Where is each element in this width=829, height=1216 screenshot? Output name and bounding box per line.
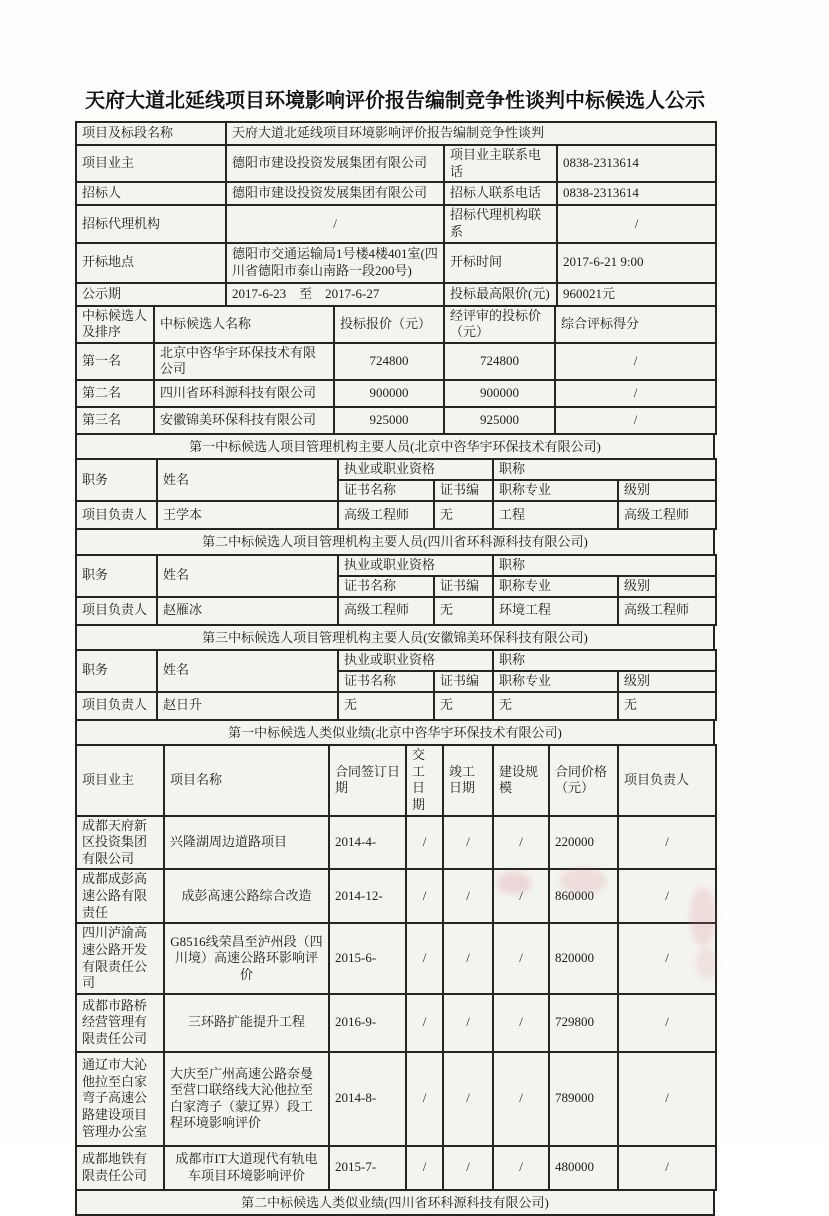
name-header: 姓名: [157, 650, 338, 692]
candidate-score: /: [555, 343, 716, 380]
publicity-value: 2017-6-23 至 2017-6-27: [226, 283, 444, 306]
owner-phone-value: 0838-2313614: [557, 145, 716, 182]
personnel-header-row-1: [76, 650, 716, 671]
bidder-value: 德阳市建设投资发展集团有限公司: [226, 182, 444, 205]
major-header: 职称专业: [493, 671, 618, 692]
owner-value: 德阳市建设投资发展集团有限公司: [226, 145, 444, 182]
personnel-header-row-1: [76, 459, 716, 480]
owner-label: 项目业主: [76, 145, 226, 182]
perf-project-name: 三环路扩能提升工程: [164, 994, 329, 1052]
personnel-banner-2: 第二中标候选人项目管理机构主要人员(四川省环科源科技有限公司): [75, 528, 715, 555]
qualification-header: 执业或职业资格: [338, 650, 493, 671]
perf-manager: /: [618, 994, 716, 1052]
cert-no-header: 证书编: [434, 480, 493, 501]
perf-sign-date: 2014-4-: [329, 816, 406, 870]
perf-completion: /: [443, 1146, 493, 1190]
perf-scale: /: [493, 1052, 549, 1146]
perf-owner: 成都市路桥经营管理有限责任公司: [76, 994, 164, 1052]
perf-price: 820000: [549, 923, 618, 994]
level-header: 级别: [618, 576, 716, 597]
perf-owner: 成都地铁有限责任公司: [76, 1146, 164, 1190]
personnel-header-row-1: [76, 555, 716, 576]
perf-handover: /: [406, 923, 443, 994]
cert-no-value: 无: [434, 692, 493, 720]
candidate-score-header: 综合评标得分: [555, 306, 716, 343]
candidate-rank: 第一名: [76, 343, 154, 380]
performance-footer-banner: 第二中标候选人类似业绩(四川省环科源科技有限公司): [75, 1189, 715, 1216]
personnel-banner-1: 第一中标候选人项目管理机构主要人员(北京中咨华宇环保技术有限公司): [75, 433, 715, 460]
perf-project-name: 兴隆湖周边道路项目: [164, 816, 329, 870]
major-value: 无: [493, 692, 618, 720]
name-value: 赵雁冰: [157, 597, 338, 625]
perf-manager: /: [618, 1052, 716, 1146]
perf-scale: /: [493, 1146, 549, 1190]
performance-row-4: [76, 994, 716, 1052]
performance-row-6: [76, 1146, 716, 1190]
info-row-owner: [76, 145, 716, 182]
candidate-name: 北京中咨华宇环保技术有限公司: [154, 343, 334, 380]
candidate-evaluated-header: 经评审的投标价（元）: [444, 306, 555, 343]
max-price-label: 投标最高限价(元): [444, 283, 557, 306]
performance-banner: 第一中标候选人类似业绩(北京中咨华宇环保技术有限公司): [75, 719, 715, 746]
perf-completion: /: [443, 1052, 493, 1146]
performance-row-5: [76, 1052, 716, 1146]
candidate-bid: 724800: [334, 343, 444, 380]
agency-phone-value: /: [557, 205, 716, 242]
candidate-rank: 第二名: [76, 380, 154, 407]
perf-scale: /: [493, 923, 549, 994]
agency-value: /: [226, 205, 444, 242]
duty-value: 项目负责人: [76, 597, 157, 625]
cert-no-value: 无: [434, 597, 493, 625]
candidate-row-3: [76, 407, 716, 434]
perf-handover-header: 交工日期: [406, 745, 443, 816]
cert-name-value: 无: [338, 692, 434, 720]
info-row-bidder: [76, 182, 716, 205]
perf-handover: /: [406, 1146, 443, 1190]
perf-project-name: G8516线荣昌至泸州段（四川境）高速公路环影响评价: [164, 923, 329, 994]
title-header: 职称: [493, 459, 716, 480]
candidates-header-row: [76, 306, 716, 343]
perf-completion: /: [443, 869, 493, 923]
perf-completion-header: 竣工日期: [443, 745, 493, 816]
performance-header-row: [76, 745, 716, 816]
name-header: 姓名: [157, 459, 338, 501]
perf-sign-date: 2015-7-: [329, 1146, 406, 1190]
personnel-table-3: [75, 649, 717, 721]
perf-handover: /: [406, 816, 443, 870]
personnel-data-row: [76, 597, 716, 625]
candidate-row-1: [76, 343, 716, 380]
candidate-evaluated: 925000: [444, 407, 555, 434]
level-value: 高级工程师: [618, 501, 716, 529]
candidate-rank: 第三名: [76, 407, 154, 434]
project-name-value: 天府大道北延线项目环境影响评价报告编制竞争性谈判: [226, 122, 716, 145]
major-header: 职称专业: [493, 480, 618, 501]
bidder-phone-label: 招标人联系电话: [444, 182, 557, 205]
perf-sign-date: 2016-9-: [329, 994, 406, 1052]
perf-completion: /: [443, 816, 493, 870]
info-table: [75, 121, 717, 307]
perf-sign-date: 2014-8-: [329, 1052, 406, 1146]
candidate-evaluated: 724800: [444, 343, 555, 380]
cert-name-header: 证书名称: [338, 671, 434, 692]
perf-handover: /: [406, 1052, 443, 1146]
perf-project-name: 成都市IT大道现代有轨电车项目环境影响评价: [164, 1146, 329, 1190]
notice-table-area: [75, 121, 715, 1216]
agency-label: 招标代理机构: [76, 205, 226, 242]
perf-manager: /: [618, 816, 716, 870]
candidate-rank-header: 中标候选人及排序: [76, 306, 154, 343]
open-time-label: 开标时间: [444, 243, 557, 283]
major-value: 工程: [493, 501, 618, 529]
qualification-header: 执业或职业资格: [338, 459, 493, 480]
perf-sign-date-header: 合同签订日期: [329, 745, 406, 816]
performance-row-2: [76, 869, 716, 923]
owner-phone-label: 项目业主联系电话: [444, 145, 557, 182]
duty-value: 项目负责人: [76, 501, 157, 529]
perf-manager: /: [618, 923, 716, 994]
cert-no-value: 无: [434, 501, 493, 529]
perf-sign-date: 2015-6-: [329, 923, 406, 994]
cert-name-value: 高级工程师: [338, 597, 434, 625]
candidate-score: /: [555, 407, 716, 434]
publicity-label: 公示期: [76, 283, 226, 306]
perf-sign-date: 2014-12-: [329, 869, 406, 923]
agency-phone-label: 招标代理机构联系: [444, 205, 557, 242]
perf-price: 220000: [549, 816, 618, 870]
candidate-bid: 900000: [334, 380, 444, 407]
candidates-table: [75, 305, 717, 436]
candidate-row-2: [76, 380, 716, 407]
performance-row-3: [76, 923, 716, 994]
perf-price: 729800: [549, 994, 618, 1052]
perf-owner: 成都成彭高速公路有限责任: [76, 869, 164, 923]
candidate-name-header: 中标候选人名称: [154, 306, 334, 343]
personnel-data-row: [76, 692, 716, 720]
candidate-evaluated: 900000: [444, 380, 555, 407]
duty-value: 项目负责人: [76, 692, 157, 720]
info-row-agency: [76, 205, 716, 242]
qualification-header: 执业或职业资格: [338, 555, 493, 576]
candidate-bid-header: 投标报价（元）: [334, 306, 444, 343]
perf-completion: /: [443, 923, 493, 994]
personnel-table-1: [75, 458, 717, 530]
title-header: 职称: [493, 555, 716, 576]
perf-manager-header: 项目负责人: [618, 745, 716, 816]
perf-handover: /: [406, 994, 443, 1052]
candidate-name: 安徽锦美环保科技有限公司: [154, 407, 334, 434]
perf-price: 860000: [549, 869, 618, 923]
cert-no-header: 证书编: [434, 671, 493, 692]
venue-label: 开标地点: [76, 243, 226, 283]
name-value: 王学本: [157, 501, 338, 529]
level-header: 级别: [618, 480, 716, 501]
major-value: 环境工程: [493, 597, 618, 625]
perf-handover: /: [406, 869, 443, 923]
perf-owner: 四川泸渝高速公路开发有限责任公司: [76, 923, 164, 994]
perf-project-name: 大庆至广州高速公路奈曼至营口联络线大沁他拉至白家湾子（蒙辽界）段工程环境影响评价: [164, 1052, 329, 1146]
personnel-data-row: [76, 501, 716, 529]
title-header: 职称: [493, 650, 716, 671]
max-price-value: 960021元: [557, 283, 716, 306]
page-title: 天府大道北延线项目环境影响评价报告编制竞争性谈判中标候选人公示: [85, 90, 705, 112]
cert-name-header: 证书名称: [338, 576, 434, 597]
perf-owner-header: 项目业主: [76, 745, 164, 816]
perf-owner: 成都天府新区投资集团有限公司: [76, 816, 164, 870]
perf-project-name: 成彭高速公路综合改造: [164, 869, 329, 923]
personnel-table-2: [75, 554, 717, 626]
perf-name-header: 项目名称: [164, 745, 329, 816]
cert-name-header: 证书名称: [338, 480, 434, 501]
cert-no-header: 证书编: [434, 576, 493, 597]
info-row-venue: [76, 243, 716, 283]
perf-manager: /: [618, 869, 716, 923]
venue-value: 德阳市交通运输局1号楼4楼401室(四川省德阳市泰山南路一段200号): [226, 243, 444, 283]
duty-header: 职务: [76, 650, 157, 692]
bidder-label: 招标人: [76, 182, 226, 205]
level-header: 级别: [618, 671, 716, 692]
performance-table: [75, 744, 717, 1191]
info-row-project: [76, 122, 716, 145]
performance-row-1: [76, 816, 716, 870]
candidate-bid: 925000: [334, 407, 444, 434]
perf-scale-header: 建设规模: [493, 745, 549, 816]
perf-manager: /: [618, 1146, 716, 1190]
level-value: 无: [618, 692, 716, 720]
duty-header: 职务: [76, 459, 157, 501]
level-value: 高级工程师: [618, 597, 716, 625]
open-time-value: 2017-6-21 9:00: [557, 243, 716, 283]
project-name-label: 项目及标段名称: [76, 122, 226, 145]
personnel-banner-3: 第三中标候选人项目管理机构主要人员(安徽锦美环保科技有限公司): [75, 624, 715, 651]
duty-header: 职务: [76, 555, 157, 597]
perf-owner: 通辽市大沁他拉至白家弯子高速公路建设项目管理办公室: [76, 1052, 164, 1146]
name-value: 赵日升: [157, 692, 338, 720]
name-header: 姓名: [157, 555, 338, 597]
bidder-phone-value: 0838-2313614: [557, 182, 716, 205]
candidate-name: 四川省环科源科技有限公司: [154, 380, 334, 407]
perf-scale: /: [493, 816, 549, 870]
perf-price: 480000: [549, 1146, 618, 1190]
perf-completion: /: [443, 994, 493, 1052]
cert-name-value: 高级工程师: [338, 501, 434, 529]
major-header: 职称专业: [493, 576, 618, 597]
candidate-score: /: [555, 380, 716, 407]
perf-scale: /: [493, 994, 549, 1052]
info-row-publicity: [76, 283, 716, 306]
perf-scale: /: [493, 869, 549, 923]
perf-price-header: 合同价格（元）: [549, 745, 618, 816]
perf-price: 789000: [549, 1052, 618, 1146]
